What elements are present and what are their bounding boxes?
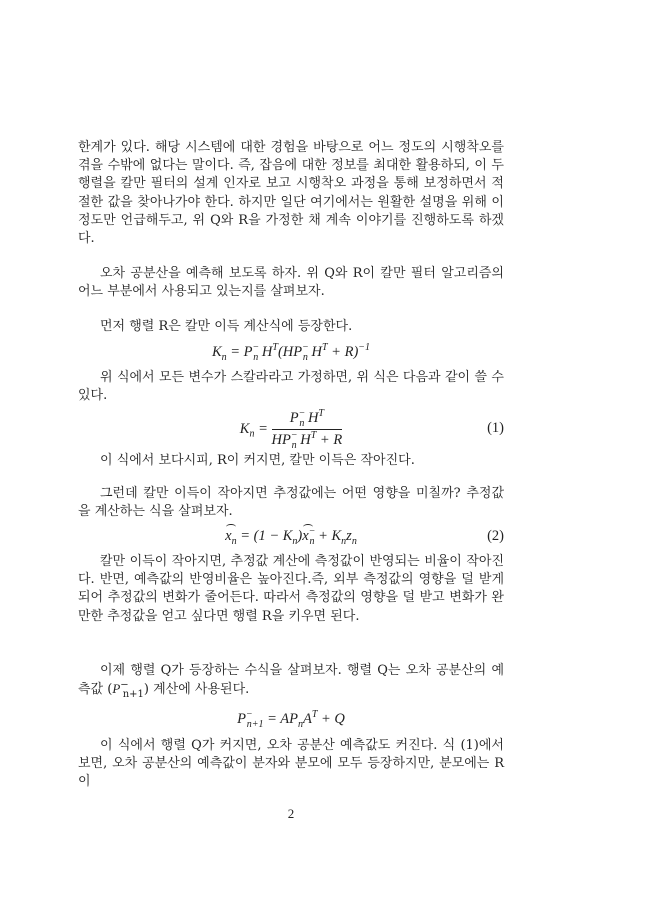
paragraph-4: 위 식에서 모든 변수가 스칼라라고 가정하면, 위 식은 다음과 같이 쓸 수 있다.: [78, 370, 504, 404]
paragraph-8-part-a: 이제 행렬 Q가 등장하는 수식을 살펴보자. 행렬 Q는 오차 공분산의 예측값: [78, 663, 504, 698]
equation-number-2: (2): [487, 528, 504, 544]
paragraph-5: 이 식에서 보다시피, R이 커지면, 칼만 이득은 작아진다.: [100, 453, 415, 468]
paragraph-3: 먼저 행렬 R은 칼만 이득 계산식에 등장한다.: [100, 319, 353, 334]
equation-number-1: (1): [487, 420, 504, 436]
paragraph-6: 그런데 칼만 이득이 작아지면 추정값에는 어떤 영향을 미칠까? 추정값을 계산하는 식을 살펴보자.: [78, 486, 504, 520]
equation-kalman-gain-matrix: $K_n = P^-_n$ $H^T(HP^-_n$ $H^T + R)^{-1}$: [211, 342, 371, 363]
paragraph-1: 한계가 있다. 해당 시스템에 대한 경험을 바탕으로 어느 정도의 시행착오를 겪을 수밖에 없다는 말이다. 즉, 잡음에 대한 정보를 최대한 활용하되, 이 두 행렬을 칼만 필터의 설계 인자로 보고 시행착오 과정을 통해 보정하면서 적절한 값을 찾아나가야 한다. 하지만 일단 여기에서는 원활한 설명을 위해 이 정도만 언급해두고, 위 Q와 R을 가정한 채 계속 이야기를 진행하도록 하겠다.: [78, 140, 504, 247]
equation-error-covariance-prediction: $P^-_{n+1} = AP_nA^T + Q$: [237, 709, 345, 730]
paragraph-8-part-b: 계산에 사용된다.: [153, 682, 250, 698]
page-number: 2: [287, 806, 295, 821]
paragraph-2: 오차 공분산을 예측해 보도록 하자. 위 Q와 R이 칼만 필터 알고리즘의 어느 부분에서 사용되고 있는지를 살펴보자.: [78, 266, 504, 300]
equation-kalman-gain-scalar: $K_n$ = $\frac{P^-_n H^T}{HP^-_n H^T + R}$ (1): [239, 408, 504, 451]
equation-estimate: $x_n = (1 - K_n)x^-_n + K_nz_n$ (2): [225, 526, 504, 547]
paragraph-7: 칼만 이득이 작아지면, 추정값 계산에 측정값이 반영되는 비율이 작아진다. 반면, 예측값의 반영비율은 높아진다.즉, 외부 측정값의 영향을 덜 받게 되어 추정값의 변화가 줄어든다. 따라서 측정값의 영향을 덜 받고 변화가 완만한 추정값을 얻고 싶다면 행렬 R을 키우면 된다.: [78, 554, 504, 624]
paragraph-9: 이 식에서 행렬 Q가 커지면, 오차 공분산 예측값도 커진다. 식 (1)에서 보면, 오차 공분산의 예측값이 분자와 분모에 모두 등장하지만, 분모에는 R이: [78, 738, 504, 790]
paragraph-8: 이제 행렬 Q가 등장하는 수식을 살펴보자. 행렬 Q는 오차 공분산의 예측값 $(P^-_{n+1})$ 계산에 사용된다.: [78, 663, 504, 700]
